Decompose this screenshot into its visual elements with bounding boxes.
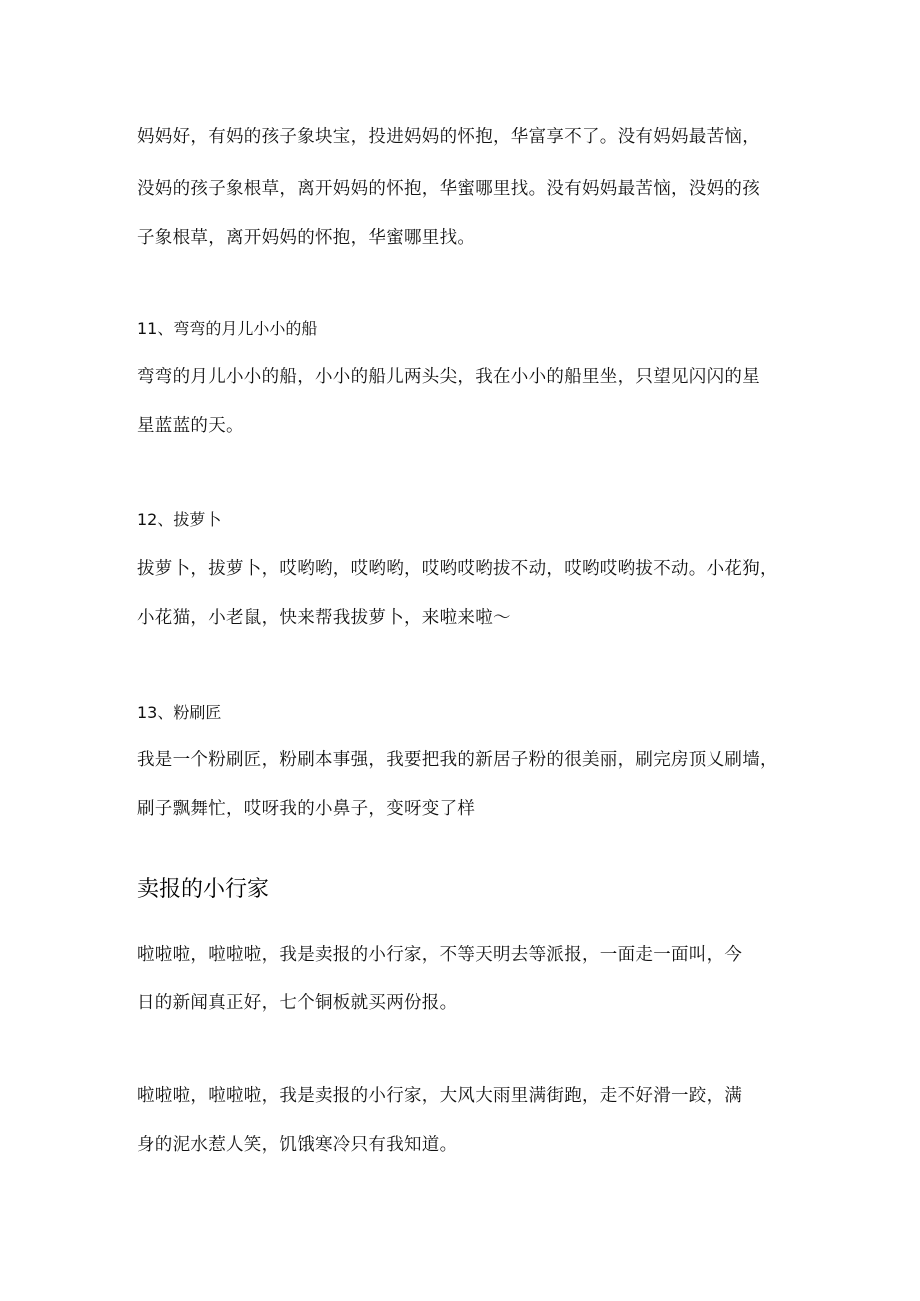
paragraph-line: 我是一个粉刷匠，粉刷本事强，我要把我的新居子粉的很美丽，刷完房顶乂刷墙， [137,750,778,770]
paragraph-line: 妈妈好，有妈的孩子象块宝，投进妈妈的怀抱，华富享不了。没有妈妈最苦恼， [137,127,760,147]
paragraph-line: 小花猫，小老鼠，快来帮我拔萝卜，来啦来啦～ [137,608,511,628]
paragraph-line: 啦啦啦，啦啦啦，我是卖报的小行家，大风大雨里满街跑，走不好滑一跤，满 [137,1086,743,1106]
paragraph-line: 身的泥水惹人笑，饥饿寒冷只有我知道。 [137,1135,458,1155]
section-title: 卖报的小行家 [137,877,270,902]
paragraph-line: 没妈的孩子象根草，离开妈妈的怀抱，华蜜哪里找。没有妈妈最苦恼，没妈的孩 [137,179,760,199]
song-title-11: 11、弯弯的月儿小小的船 [137,319,318,338]
paragraph-line: 啦啦啦，啦啦啦，我是卖报的小行家，不等天明去等派报，一面走一面叫，今 [137,945,743,965]
song-title-12: 12、拔萝卜 [137,510,222,529]
song-title-13: 13、粉刷匠 [137,703,222,722]
paragraph-line: 弯弯的月儿小小的船，小小的船儿两头尖，我在小小的船里坐，只望见闪闪的星 [137,367,760,387]
paragraph-line: 日的新闻真正好，七个铜板就买两份报。 [137,993,458,1013]
paragraph-line: 子象根草，离开妈妈的怀抱，华蜜哪里找。 [137,228,476,248]
paragraph-line: 拔萝卜，拔萝卜，哎哟哟，哎哟哟，哎哟哎哟拔不动，哎哟哎哟拔不动。小花狗， [137,559,778,579]
paragraph-line: 星蓝蓝的天。 [137,416,244,436]
paragraph-line: 刷子飘舞忙，哎呀我的小鼻子，变呀变了样 [137,799,476,819]
